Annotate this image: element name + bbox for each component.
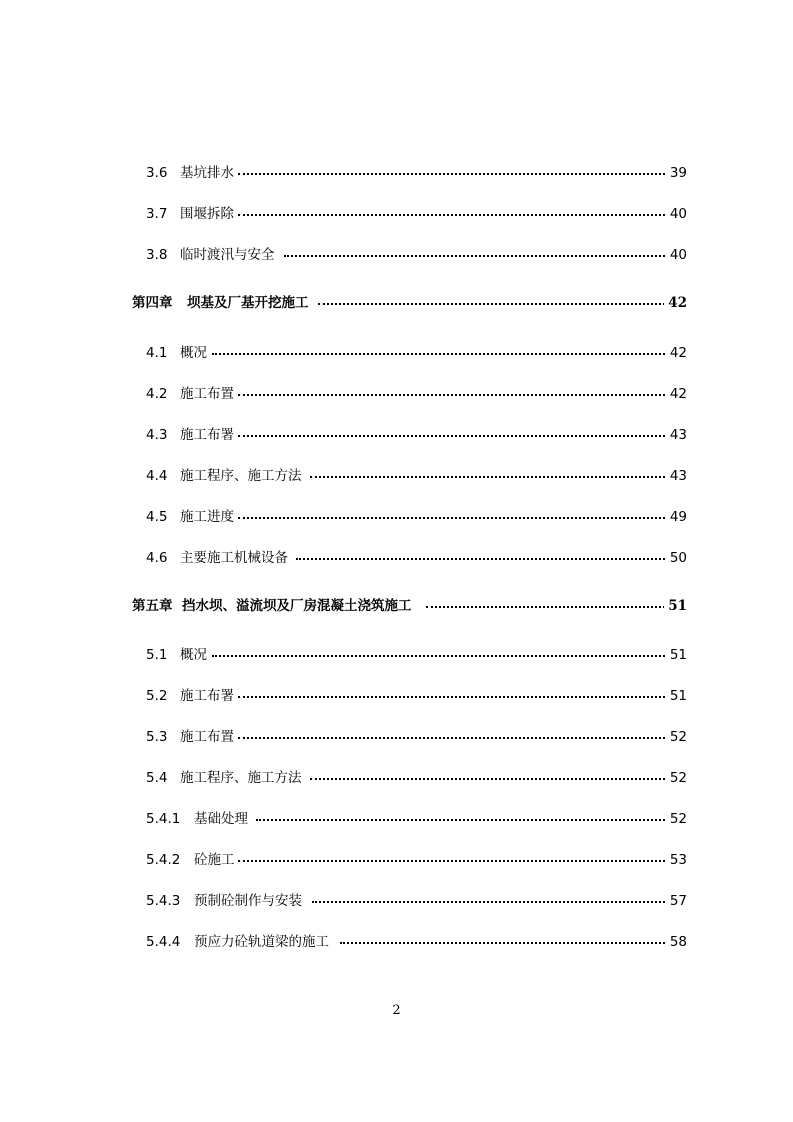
toc-entry[interactable] (0, 504, 793, 530)
toc-entry-title: 概况 (180, 647, 207, 663)
toc-chapter[interactable] (0, 290, 793, 316)
toc-entry-page: 42 (666, 340, 687, 366)
dot-leader (238, 737, 665, 739)
dot-leader (340, 942, 665, 944)
toc-entry-title: 坝基及厂基开挖施工 (187, 295, 309, 311)
toc-entry-title: 基础处理 (194, 811, 248, 827)
toc-entry-page: 43 (666, 422, 687, 448)
toc-entry-number: 5.4.4 (146, 934, 181, 950)
toc-entry-number: 5.3 (146, 729, 168, 745)
toc-entry-label (146, 463, 306, 489)
toc-entry[interactable] (0, 683, 793, 709)
toc-entry-number: 5.4.1 (146, 811, 181, 827)
toc-entry-label (146, 545, 292, 571)
toc-entry[interactable] (0, 381, 793, 407)
toc-entry-page: 40 (666, 201, 687, 227)
dot-leader (426, 606, 665, 608)
toc-entry[interactable] (0, 929, 793, 955)
toc-entry-page: 49 (666, 504, 687, 530)
dot-leader (238, 696, 665, 698)
toc-entry-number: 4.6 (146, 550, 168, 566)
dot-leader (238, 214, 665, 216)
toc-entry-number: 4.5 (146, 509, 168, 525)
toc-entry-number: 3.7 (146, 206, 168, 222)
toc-entry-label (146, 160, 238, 186)
dot-leader (238, 394, 665, 396)
toc-entry[interactable] (0, 422, 793, 448)
toc-chapter[interactable] (0, 593, 793, 619)
toc-entry-title: 施工布置 (180, 729, 234, 745)
toc-entry-title: 临时渡汛与安全 (180, 247, 275, 263)
toc-entry-page: 43 (666, 463, 687, 489)
page-number: 2 (392, 1003, 401, 1018)
dot-leader (238, 173, 665, 175)
toc-entry-title: 预应力砼轨道梁的施工 (194, 934, 329, 950)
toc-entry-page: 57 (666, 888, 687, 914)
toc-entry-label (146, 683, 238, 709)
toc-entry-title: 施工布置 (180, 386, 234, 402)
toc-entry-label (146, 724, 238, 750)
dot-leader (318, 303, 665, 305)
toc-entry-number: 4.3 (146, 427, 168, 443)
dot-leader (256, 819, 665, 821)
dot-leader (296, 558, 665, 560)
toc-entry-title: 施工程序、施工方法 (180, 770, 302, 786)
toc-entry-label (146, 504, 238, 530)
toc-entry-label (146, 242, 279, 268)
toc-entry-label (132, 290, 313, 316)
dot-leader (212, 655, 665, 657)
toc-entry[interactable] (0, 847, 793, 873)
toc-entry-title: 挡水坝、溢流坝及厂房混凝土浇筑施工 (182, 598, 412, 614)
toc-entry-number: 3.8 (146, 247, 168, 263)
toc-entry-title: 施工进度 (180, 509, 234, 525)
toc-entry-title: 概况 (180, 345, 207, 361)
toc-entry[interactable] (0, 888, 793, 914)
toc-entry-label (146, 340, 211, 366)
toc-entry-label (146, 422, 238, 448)
toc-entry-number: 4.4 (146, 468, 168, 484)
dot-leader (312, 901, 665, 903)
toc-entry-label (146, 929, 333, 955)
toc-entry-number: 4.1 (146, 345, 168, 361)
toc-entry-page: 50 (666, 545, 687, 571)
toc-entry-number: 5.4.3 (146, 893, 181, 909)
dot-leader (238, 435, 665, 437)
toc-entry-label (146, 806, 252, 832)
toc-entry[interactable] (0, 340, 793, 366)
toc-entry-page: 39 (666, 160, 687, 186)
toc-entry-number: 5.4 (146, 770, 168, 786)
toc-entry-number: 3.6 (146, 165, 168, 181)
toc-entry-label (146, 765, 306, 791)
toc-entry-title: 施工程序、施工方法 (180, 468, 302, 484)
toc-entry[interactable] (0, 242, 793, 268)
toc-entry[interactable] (0, 545, 793, 571)
toc-entry-number: 第五章 (132, 598, 173, 614)
toc-entry-title: 施工布署 (180, 688, 234, 704)
toc-entry-page: 42 (664, 290, 687, 316)
toc-entry-title: 施工布署 (180, 427, 234, 443)
toc-entry-page: 51 (666, 642, 687, 668)
toc-entry-title: 围堰拆除 (180, 206, 234, 222)
toc-entry-number: 4.2 (146, 386, 168, 402)
toc-entry-label (146, 381, 238, 407)
toc-entry-page: 52 (666, 724, 687, 750)
toc-entry-page: 42 (666, 381, 687, 407)
toc-entry-page: 52 (666, 765, 687, 791)
toc-entry-number: 5.1 (146, 647, 168, 663)
toc-entry-label (132, 593, 416, 619)
toc-entry-page: 53 (666, 847, 687, 873)
dot-leader (212, 353, 665, 355)
dot-leader (238, 517, 665, 519)
toc-entry[interactable] (0, 765, 793, 791)
toc-entry-title: 砼施工 (194, 852, 235, 868)
dot-leader (284, 255, 665, 257)
toc-entry-title: 主要施工机械设备 (180, 550, 288, 566)
dot-leader (310, 778, 665, 780)
toc-entry[interactable] (0, 160, 793, 186)
toc-entry-page: 40 (666, 242, 687, 268)
toc-entry[interactable] (0, 642, 793, 668)
toc-entry[interactable] (0, 201, 793, 227)
toc-entry-title: 预制砼制作与安装 (194, 893, 302, 909)
toc-entry-label (146, 888, 306, 914)
toc-entry-number: 5.2 (146, 688, 168, 704)
toc-entry-label (146, 201, 238, 227)
toc-entry[interactable] (0, 724, 793, 750)
toc-entry-label (146, 847, 239, 873)
toc-entry[interactable] (0, 806, 793, 832)
toc-entry-label (146, 642, 211, 668)
toc-entry-number: 第四章 (132, 295, 173, 311)
toc-entry-number: 5.4.2 (146, 852, 181, 868)
dot-leader (238, 860, 665, 862)
toc-entry-page: 58 (666, 929, 687, 955)
toc-entry-title: 基坑排水 (180, 165, 234, 181)
toc-entry-page: 51 (664, 593, 687, 619)
toc-entry[interactable] (0, 463, 793, 489)
dot-leader (310, 476, 665, 478)
toc-entry-page: 51 (666, 683, 687, 709)
toc-entry-page: 52 (666, 806, 687, 832)
